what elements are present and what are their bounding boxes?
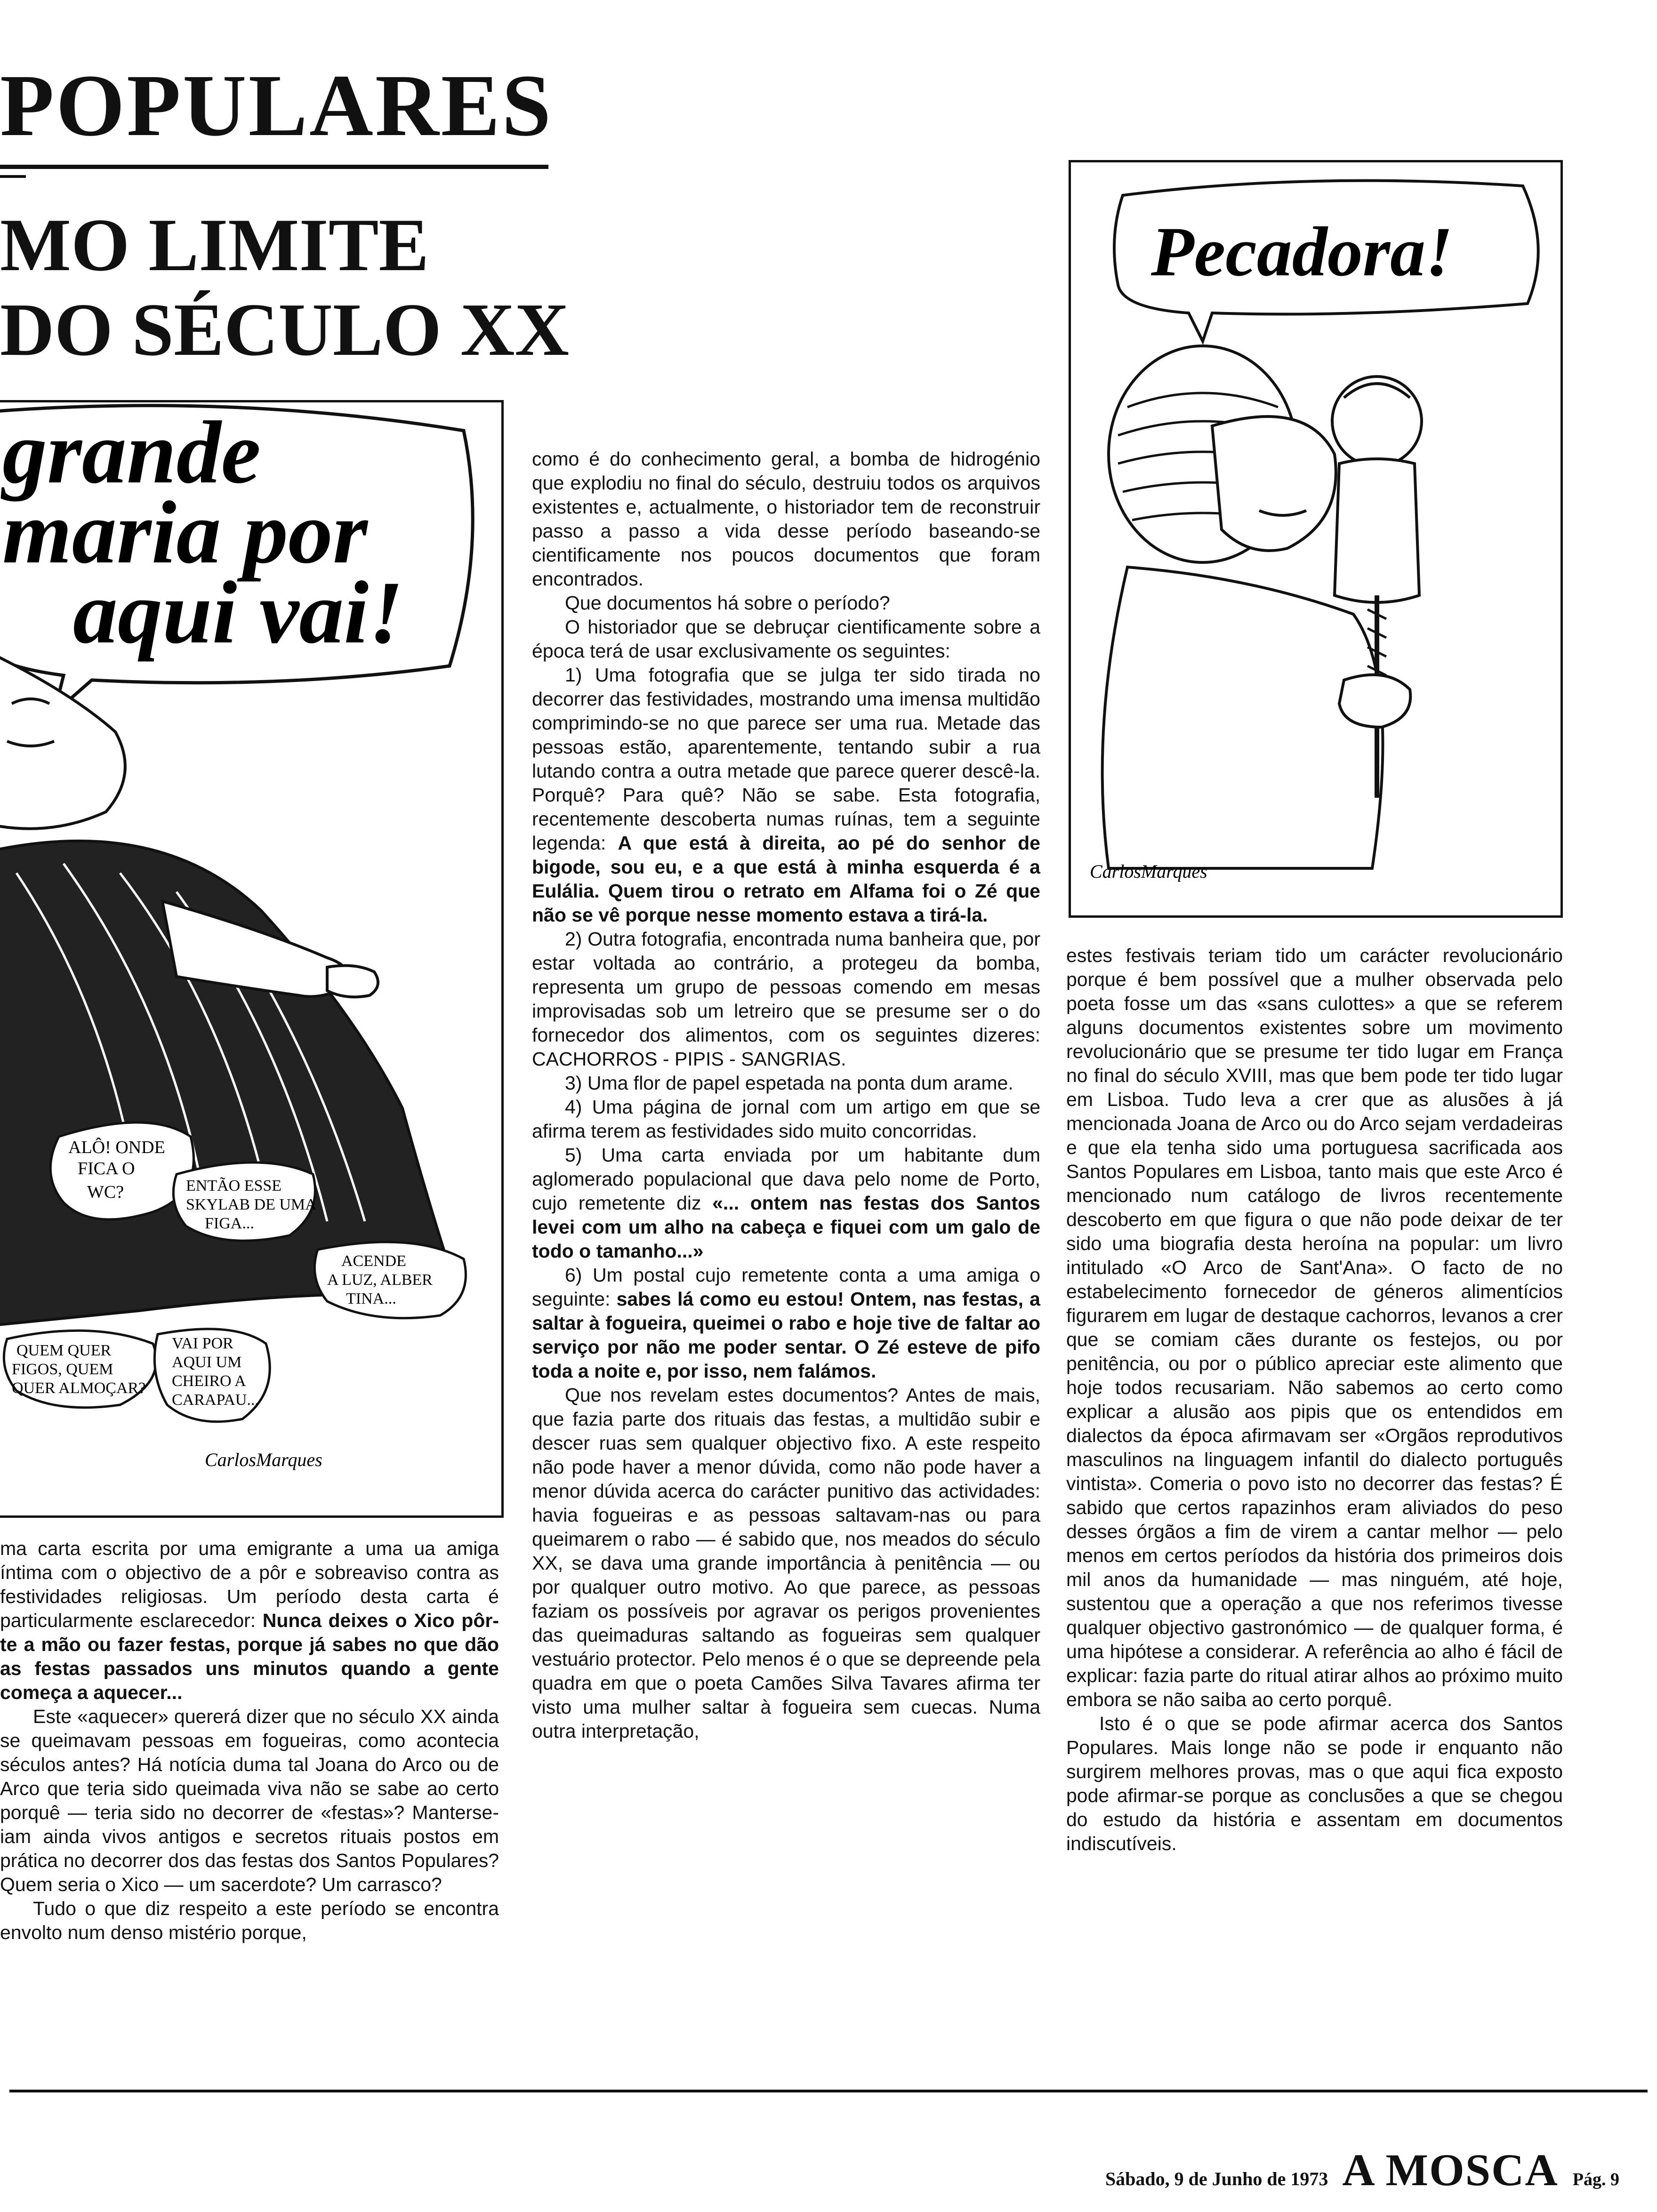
header-rule bbox=[0, 165, 548, 169]
bubble-skylab bbox=[173, 1162, 317, 1241]
svg-text:TINA...: TINA... bbox=[346, 1290, 396, 1307]
signature-right: CarlosMarques bbox=[1090, 861, 1207, 882]
svg-text:SKYLAB DE UMA: SKYLAB DE UMA bbox=[186, 1196, 317, 1213]
cartoon-right-frame bbox=[1069, 160, 1563, 918]
figure-hand bbox=[327, 966, 378, 997]
subheadline-line2: DO SÉCULO XX bbox=[0, 288, 570, 371]
svg-text:ACENDE: ACENDE bbox=[341, 1252, 406, 1270]
svg-text:FICA O: FICA O bbox=[78, 1159, 135, 1178]
svg-text:QUER ALMOÇAR?: QUER ALMOÇAR? bbox=[12, 1379, 146, 1397]
paragraph: 5) Uma carta enviada por um habitante dum aglomerado populacional que dava pelo nome de Porto, cujo remetente diz «... ontem nas festas dos Santos levei com um alho na cabeça e fiquei com um galo de todo o tamanho...» bbox=[532, 1144, 1040, 1262]
footer-date: Sábado, 9 de Junho de 1973 bbox=[1105, 2168, 1328, 2189]
svg-text:FIGOS, QUEM: FIGOS, QUEM bbox=[12, 1361, 113, 1378]
page-number: Pág. 9 bbox=[1572, 2170, 1619, 2189]
header-rule-tick bbox=[0, 175, 26, 178]
woman-body bbox=[1102, 567, 1383, 868]
article-col-middle bbox=[532, 447, 1040, 1743]
paragraph: Isto é o que se pode afirmar acerca dos Santos Populares. Mais longe não se pode ir enquanto não surgirem melhores provas, mas o que aqui fica exposto pode afirmar-se porque as conclusões a que se chegou do estudo da história e assentam em documentos indiscutíveis. bbox=[1066, 1713, 1563, 1854]
publication-name: A MOSCA bbox=[1342, 2145, 1559, 2195]
paragraph: 2) Outra fotografia, encontrada numa banheira que, por estar voltada ao contrário, a protegeu da bomba, representa um grupo de pessoas comendo em mesas improvisadas sob um letreiro que se presume ser o do fornecedor dos alimentos, com os seguintes dizeres: CACHORROS - PIPIS - SANGRIAS. bbox=[532, 928, 1040, 1070]
paragraph: Que documentos há sobre o período? bbox=[565, 592, 890, 614]
woman-face bbox=[1212, 417, 1336, 551]
headline: POPULARES bbox=[0, 56, 553, 154]
speech-line-2: maria por bbox=[2, 483, 368, 582]
svg-text:A LUZ, ALBER: A LUZ, ALBER bbox=[327, 1271, 433, 1289]
speech-line-3: aqui vai! bbox=[73, 563, 404, 662]
page-footer bbox=[1105, 2144, 1619, 2195]
paragraph: como é do conhecimento geral, a bomba de hidrogénio que explodiu no final do século, destruiu todos os arquivos existentes e, actualmente, o historiador tem de reconstruir passo a passo a vida desse período baseando-se cientificamente nos poucos documentos que foram encontrados. bbox=[532, 448, 1040, 590]
signature-left: CarlosMarques bbox=[205, 1449, 322, 1470]
paragraph: Tudo o que diz respeito a este período se encontra envolto num denso mistério porque, bbox=[0, 1898, 499, 1943]
bubble-carapau bbox=[154, 1329, 270, 1422]
cartoon-left-illustration bbox=[0, 402, 501, 1515]
bubble-acende bbox=[314, 1242, 466, 1318]
paragraph: estes festivais teriam tido um carácter revolucionário porque é bem possível que a mulher observada pelo poeta fosse um das «sans culottes» a que se referem alguns documentos existentes sobre um movimento revolucionário que se presume ter tido lugar em França no final do século XVIII, mas que bem pode ter tido lugar em Lisboa. Tudo leva a crer que as alusões à já mencionada Joana de Arco ou do Arco sejam verdadeiras e que ela tenha sido uma portuguesa sacrificada aos Santos Populares em Lisboa, tanto mais que este Arco é mencionado num catálogo de livros recentemente descoberto em que figura o que não pode deixar de ter sido uma biografia desta heroína na popular: um livro intitulado «O Arco de Sant'Ana». O facto de no estabelecimento fornecedor de géneros alimentícios figurarem em lugar de destaque cachorros, levanos a crer que se comiam cães durante os festejos, ou por penitência, ou por o público apreciar este alimento que hoje todos recusariam. Não sabemos ao certo como explicar a alusão aos pipis que os entendidos em dialectos da época afirmavam ser «Orgãos reprodutivos masculinos na linguagem infantil do dialecto português vintista». Comeria o povo isto no decorrer das festas? É sabido que certos rapazinhos eram aliviados do peso desses órgãos a fim de virem a cantar melhor — pelo menos em certos períodos da história dos primeiros dois mil anos da humanidade — mas ninguém, até hoje, sustentou que a operação a que nos referimos tivesse qualquer objectivo gastronómico — de qualquer forma, é uma hipótese a considerar. A referência ao alho é fácil de explicar: fazia parte do ritual atirar alhos ao próximo muito embora se não saiba ao certo porquê. bbox=[1066, 945, 1563, 1710]
paragraph: 4) Uma página de jornal com um artigo em que se afirma terem as festividades sido muito concorridas. bbox=[532, 1096, 1040, 1142]
svg-text:FIGA...: FIGA... bbox=[205, 1215, 254, 1232]
paragraph: 1) Uma fotografia que se julga ter sido tirada no decorrer das festividades, mostrando uma imensa multidão comprimindo-se no que parece ser uma rua. Metade das pessoas estão, aparentemente, tentando subir a rua lutando contra a outra metade que parece querer descê-la. Porquê? Para quê? Não se sabe. Esta fotografia, recentemente descoberta numas ruínas, tem a seguinte legenda: A que está à direita, ao pé do senhor de bigode, sou eu, e a que está à minha esquerda é a Eulália. Quem tirou o retrato em Alfama foi o Zé que não se vê porque nesse momento estava a tirá-la. bbox=[532, 664, 1040, 926]
paragraph: 6) Um postal cujo remetente conta a uma amiga o seguinte: sabes lá como eu estou! Ontem, nas festas, a saltar à fogueira, queimei o rabo e hoje tive de faltar ao serviço por não me poder sentar. O Zé esteve de pifo toda a noite e, por isso, nem falámos. bbox=[532, 1264, 1040, 1382]
cartoon-left-frame bbox=[0, 400, 504, 1518]
svg-text:WC?: WC? bbox=[87, 1182, 124, 1202]
woman-hand bbox=[1339, 675, 1410, 727]
svg-text:ENTÃO ESSE: ENTÃO ESSE bbox=[186, 1177, 282, 1194]
subheadline-line1: MO LIMITE bbox=[0, 203, 429, 287]
paragraph: O historiador que se debruçar cientificamente sobre a época terá de usar exclusivamente os seguintes: bbox=[532, 616, 1040, 662]
paragraph: Este «aquecer» quererá dizer que no século XX ainda se queimavam pessoas em fogueiras, como acontecia séculos antes? Há notícia duma tal Joana do Arco ou de Arco que teria sido queimada viva não se sabe ao certo porquê — teria sido no decorrer de «festas»? Manterse-iam ainda vivos antigos e secretos rituais postos em prática no decorrer dos das festas dos Santos Populares? Quem seria o Xico — um sacerdote? Um carrasco? bbox=[0, 1706, 499, 1895]
doll-head bbox=[1332, 377, 1422, 466]
paragraph: Que nos revelam estes documentos? Antes de mais, que fazia parte dos rituais das festas, a multidão subir e descer ruas sem qualquer objectivo fixo. A este respeito não pode haver a menor dúvida, como não pode haver a menor dúvida acerca do carácter punitivo das actividades: havia fogueiras e as pessoas saltavam-nas ou para queimarem o rabo — é sabido que, nos meados do século XX, se dava uma grande importância à penitência — ou por qualquer outro motivo. Ao que parece, as pessoas faziam os possíveis por agravar os perigos provenientes das queimaduras saltando as fogueiras sem qualquer vestuário protector. Pelo menos é o que se depreende pela quadra em que o poeta Camões Silva Tavares afirma ter visto uma mulher saltar à fogueira sem cuecas. Numa outra interpretação, bbox=[532, 1384, 1040, 1742]
speech-line-1: grande bbox=[2, 403, 261, 502]
article-col-left bbox=[0, 1537, 499, 1945]
svg-text:CARAPAU...: CARAPAU... bbox=[172, 1391, 259, 1409]
paragraph: ma carta escrita por uma emigrante a uma ua amiga íntima com o objectivo de a pôr e sobreaviso contra as festividades religiosas. Um período desta carta é particularmente esclarecedor: Nunca deixes o Xico pôr-te a mão ou fazer festas, porque já sabes no que dão as festas passados uns minutos quando a gente começa a aquecer... bbox=[0, 1538, 499, 1703]
speech-pecadora: Pecadora! bbox=[1151, 213, 1453, 291]
svg-text:CHEIRO A: CHEIRO A bbox=[172, 1372, 246, 1390]
paragraph: 3) Uma flor de papel espetada na ponta dum arame. bbox=[565, 1072, 1014, 1094]
doll-body bbox=[1335, 459, 1419, 602]
bubble-figos bbox=[4, 1330, 156, 1407]
article-col-right bbox=[1066, 944, 1563, 1856]
svg-text:AQUI UM: AQUI UM bbox=[172, 1354, 242, 1371]
footer-rule bbox=[9, 2090, 1648, 2092]
svg-text:VAI POR: VAI POR bbox=[172, 1335, 233, 1352]
svg-text:QUEM QUER: QUEM QUER bbox=[16, 1342, 112, 1359]
svg-text:ALÔ! ONDE: ALÔ! ONDE bbox=[68, 1138, 165, 1157]
cartoon-right-illustration bbox=[1071, 162, 1560, 915]
